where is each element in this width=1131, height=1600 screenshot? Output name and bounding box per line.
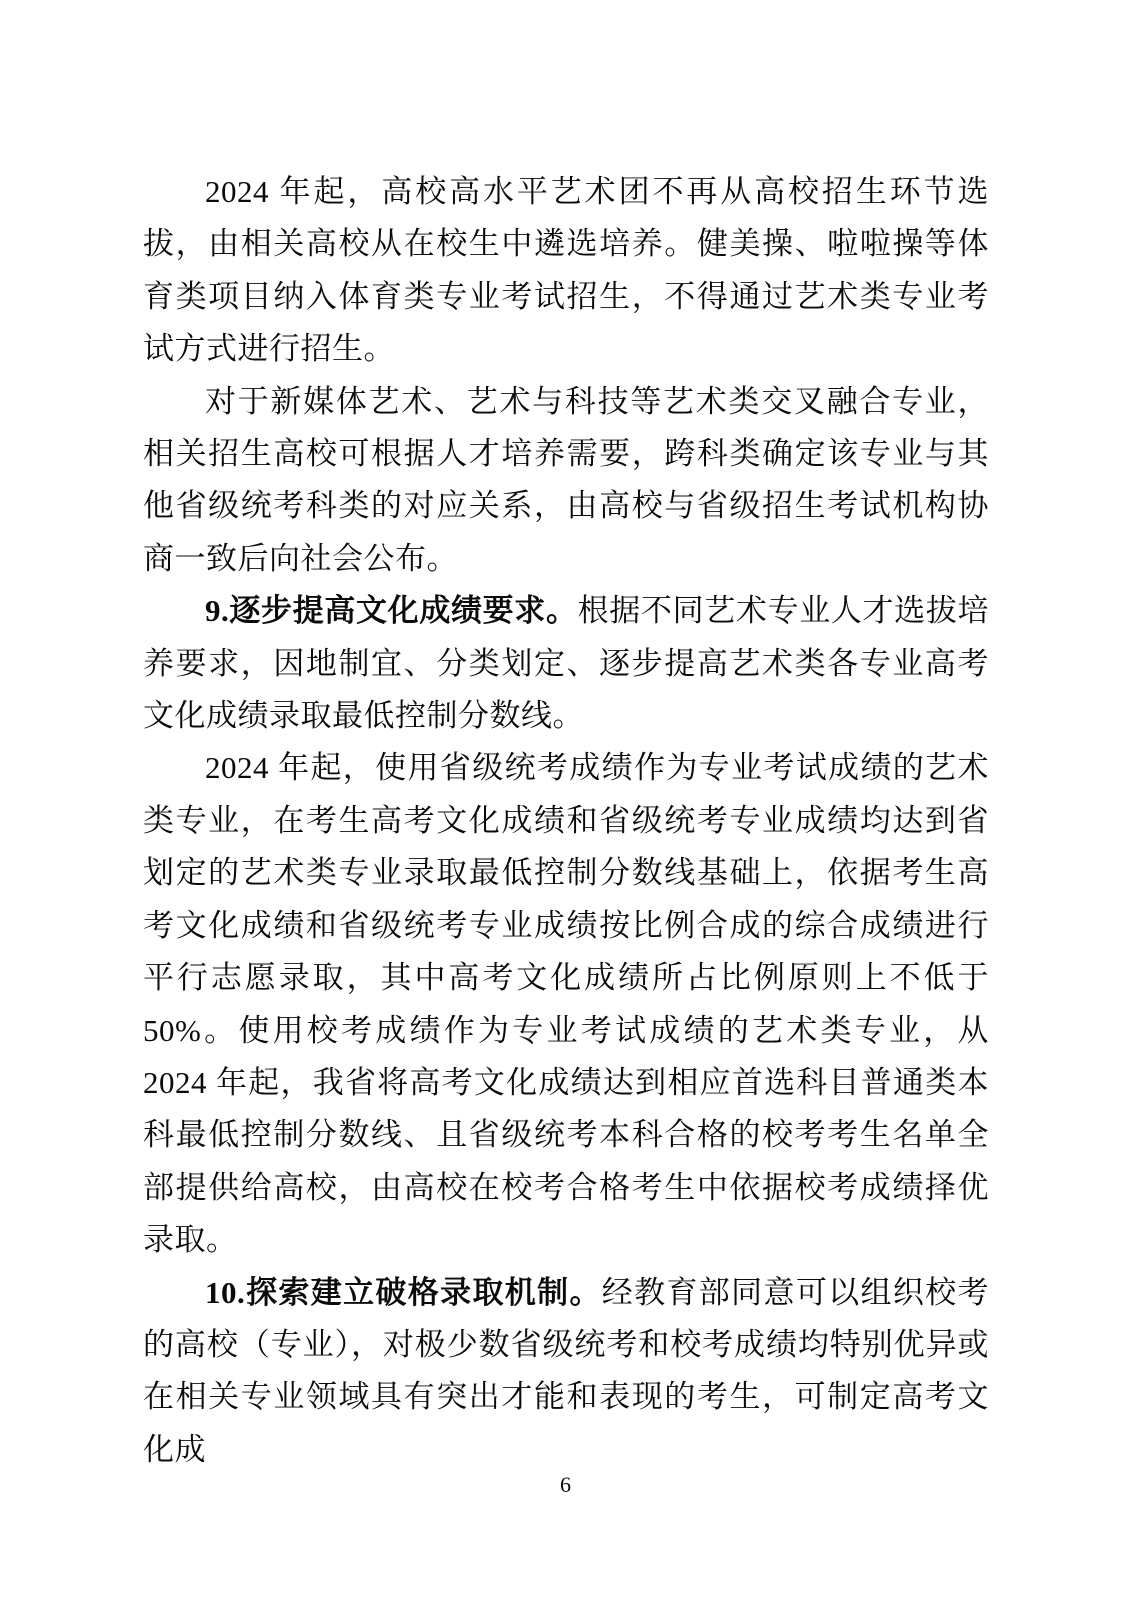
paragraph-text: 对于新媒体艺术、艺术与科技等艺术类交叉融合专业，相关招生高校可根据人才培养需要，跨科类确定该专业与其他省级统考科类的对应关系，由高校与省级招生考试机构协商一致后向社会公布。 — [143, 383, 989, 576]
document-body — [143, 166, 989, 1476]
paragraph-text: 2024 年起，高校高水平艺术团不再从高校招生环节选拔，由相关高校从在校生中遴选培养。健美操、啦啦操等体育类项目纳入体育类专业考试招生，不得通过艺术类专业考试方式进行招生。 — [143, 174, 989, 367]
paragraph-item-10 — [143, 1267, 989, 1477]
page-number: 6 — [560, 1472, 571, 1497]
paragraph-lead-bold: 10.探索建立破格录取机制。 — [205, 1274, 602, 1310]
paragraph-cross-discipline — [143, 376, 989, 586]
paragraph-score-ratio — [143, 742, 989, 1266]
paragraph-text: 2024 年起，使用省级统考成绩作为专业考试成绩的艺术类专业，在考生高考文化成绩和省级统考专业成绩均达到省划定的艺术类专业录取最低控制分数线基础上，依据考生高考文化成绩和省级统考专业成绩按比例合成的综合成绩进行平行志愿录取，其中高考文化成绩所占比例原则上不低于 50%。使用校考成绩作为专业考试成绩的艺术类专业，从 2024 年起，我省将高考文化成绩达到相应首选科目普通类本科最低控制分数线、且省级统考本科合格的校考考生名单全部提供给高校，由高校在校考合格考生中依据校考成绩择优录取。 — [143, 750, 989, 1258]
paragraph-lead-bold: 9.逐步提高文化成绩要求。 — [205, 593, 578, 629]
paragraph-text: 经教育部同意可以组织校考的高校（专业），对极少数省级统考和校考成绩均特别优异或在相关专业领域具有突出才能和表现的考生，可制定高考文化成 — [143, 1274, 990, 1467]
paragraph-art-troupe-policy — [143, 166, 989, 376]
paragraph-item-9 — [143, 585, 989, 742]
paragraph-text: 根据不同艺术专业人才选拔培养要求，因地制宜、分类划定、逐步提高艺术类各专业高考文化成绩录取最低控制分数线。 — [143, 593, 989, 734]
